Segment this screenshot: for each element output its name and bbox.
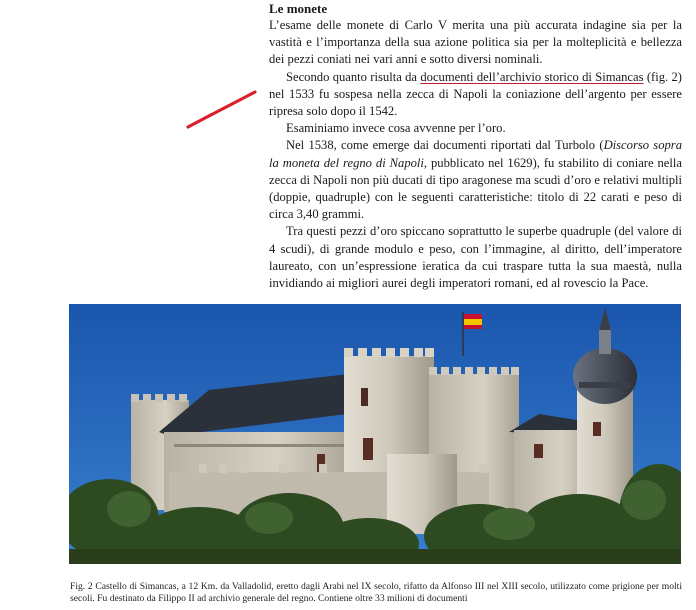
figure-caption: Fig. 2 Castello di Simancas, a 12 Km. da Valladolid, eretto dagli Arabi nel IX secolo, rifatto da Alfonso III nel XIII secolo, utilizzato come prigione per molti secoli. Fu destinato da Filippo II ad archivio generale del regno. Contiene oltre 33 milioni di documenti xyxy=(70,580,682,604)
paragraph-5 xyxy=(269,223,682,292)
flag xyxy=(464,314,482,319)
underlined-archive-reference: documenti dell’archivio storico di Simancas xyxy=(420,69,644,84)
castle-illustration xyxy=(69,304,681,564)
article-text xyxy=(269,0,682,292)
paragraph-4 xyxy=(269,137,682,223)
paragraph-text: Tra questi pezzi d’oro spiccano soprattutto le superbe quadruple (del valore di 4 scudi), di grande modulo e peso, con l’immagine, al diritto, dell’imperatore laureato, con un’espressione ieratica da cui traspare tutta la sua maestà, nulla invidiando ai migliori aurei degli imperatori romani, ed al rovescio la Pace. xyxy=(269,224,682,291)
window xyxy=(363,438,373,460)
dome xyxy=(573,348,637,404)
window xyxy=(361,388,368,406)
paragraph-2 xyxy=(269,69,682,121)
paragraph-text: pubblicato nel 1629), fu stabilito di coniare nella zecca di Napoli non più ducati di tipo aragonese ma scudi d’oro e relativi multipli (doppie, quadruple) con le seguenti caratteristiche: titolo di 22 carati e peso di circa 3,40 grammi. xyxy=(269,155,682,222)
book-title: Discorso sopra la moneta del regno di Napoli, xyxy=(269,138,682,170)
paragraph-1 xyxy=(269,17,682,69)
paragraph-text: L’esame delle monete di Carlo V merita una più accurata indagine sia per la vastità e l’importanza della sua azione politica sia per la molteplicità e bellezza dei pezzi coniati nei vari anni e sotto diversi nominali. xyxy=(269,18,682,67)
paragraph-text: (fig. 2) nel 1533 fu sospesa nella zecca di Napoli la coniazione dell’argento per essere ripresa solo dopo il 1542. xyxy=(269,69,683,119)
paragraph-text: Nel 1538, come emerge dai documenti riportati dal Turbolo ( xyxy=(286,138,604,153)
paragraph-text: Esaminiamo invece cosa avvenne per l’oro. xyxy=(286,121,506,136)
paragraph-3 xyxy=(269,120,682,137)
paragraph-text: Secondo quanto risulta da xyxy=(286,69,421,84)
section-heading: Le monete xyxy=(269,1,328,16)
castle-photo xyxy=(69,304,681,564)
